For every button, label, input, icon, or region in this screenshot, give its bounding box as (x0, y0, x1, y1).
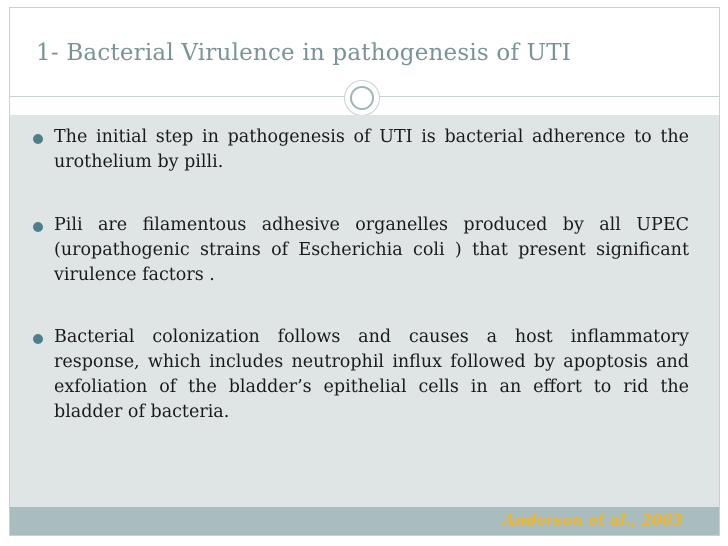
bullet-text: The initial step in pathogenesis of UTI is bacterial adherence to the urothelium by pilli. (54, 127, 689, 172)
footer-band (10, 507, 719, 535)
content-panel (10, 115, 719, 507)
bullet-dot-icon (33, 222, 43, 232)
bullet-dot-icon (33, 334, 43, 344)
slide-title: 1- Bacterial Virulence in pathogenesis of UTI (36, 40, 572, 66)
divider-ring-icon (350, 86, 374, 110)
bullet-dot-icon (33, 134, 43, 144)
bullet-text: Bacterial colonization follows and causes a host inflammatory response, which includes neutrophil influx followed by apoptosis and exfoliation of the bladder’s epithelial cells in an effort to rid the bladder of bacteria. (54, 327, 689, 422)
bullet-text: Pili are filamentous adhesive organelles produced by all UPEC (uropathogenic strains of Escherichia coli ) that present significant virulence factors . (54, 215, 689, 285)
citation: Anderson et al., 2003 (503, 511, 683, 529)
